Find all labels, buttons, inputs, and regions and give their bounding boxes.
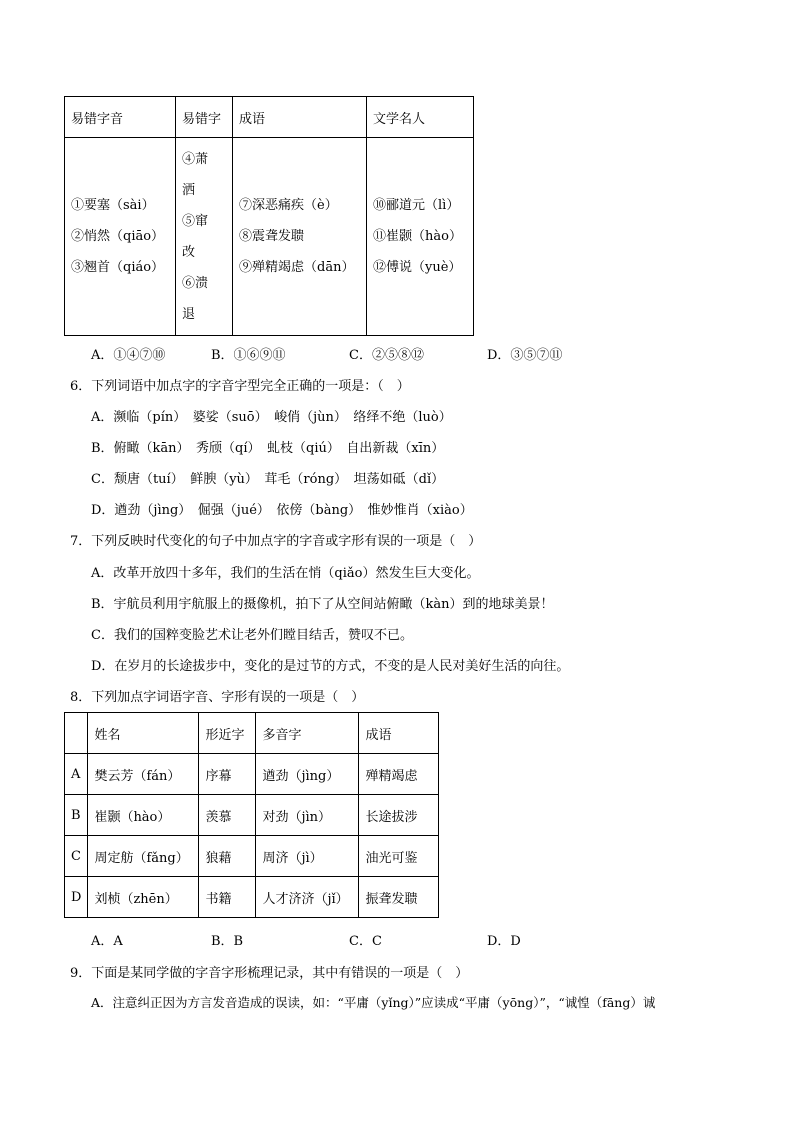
question-stem: 9．下面是某同学做的字音字形梳理记录，其中有错误的一项是（ ） (70, 966, 469, 981)
table-cell (233, 138, 367, 336)
table-cell: 周济（jì） (256, 836, 359, 877)
table-row (65, 795, 439, 836)
table-cell (65, 138, 176, 336)
answer-option: C．C (349, 934, 382, 949)
table-cell: 刘桢（zhēn） (88, 877, 199, 918)
table-header: 姓名 (88, 713, 199, 754)
answer-option: A．A (91, 934, 123, 949)
table-cell: 振聋发聩 (359, 877, 439, 918)
question-8-table (64, 712, 439, 918)
table-row (65, 754, 439, 795)
cell-line: ①要塞（sài） (71, 198, 155, 213)
answer-option: C．我们的国粹变脸艺术让老外们瞠目结舌，赞叹不已。 (91, 628, 413, 643)
cell-line: ②悄然（qiāo） (71, 229, 165, 244)
table-header: 成语 (359, 713, 439, 754)
cell-line: ⑫傅说（yuè） (373, 260, 462, 275)
table-cell: 狼藉 (199, 836, 256, 877)
answer-option: D．在岁月的长途拔步中，变化的是过节的方式，不变的是人民对美好生活的向往。 (91, 659, 570, 674)
answer-option: D．D (487, 934, 521, 949)
table-cell: C (65, 836, 88, 877)
cell-line: ⑨殚精竭虑（dān） (239, 260, 355, 275)
table-cell: 殚精竭虑 (359, 754, 439, 795)
table-row (65, 877, 439, 918)
cell-line: ⑤窜 (182, 213, 209, 229)
cell-line: ⑧震聋发聩 (239, 229, 305, 244)
table-cell: 遒劲（jìng） (256, 754, 359, 795)
table-cell: 对劲（jìn） (256, 795, 359, 836)
cell-line: 退 (182, 306, 196, 322)
cell-line: ⑦深恶痛疾（è） (239, 198, 338, 213)
question-stem: 6．下列词语中加点字的字音字型完全正确的一项是：（ ） (70, 379, 410, 394)
table-cell (176, 138, 233, 336)
answer-option: B．B (211, 934, 244, 949)
table-cell: 人才济济（jǐ） (256, 877, 359, 918)
answer-option: D．遒劲（jìng） 倔强（jué） 依傍（bàng） 惟妙惟肖（xiào） (91, 503, 473, 518)
table-header: 形近字 (199, 713, 256, 754)
answer-option: A．濒临（pín） 婆娑（suō） 峻俏（jùn） 络绎不绝（luò） (91, 410, 452, 425)
table-cell: 序幕 (199, 754, 256, 795)
cell-line: 洒 (182, 182, 196, 198)
question-stem: 8．下列加点字词语字音、字形有误的一项是（ ） (70, 690, 365, 705)
table-cell (367, 138, 474, 336)
table-header: 文学名人 (367, 97, 474, 138)
cell-line: ③翘首（qiáo） (71, 260, 165, 275)
table-header (65, 713, 88, 754)
answer-option: B．①⑥⑨⑪ (211, 348, 286, 363)
table-header: 易错字音 (65, 97, 176, 138)
answer-option: A．①④⑦⑩ (91, 348, 166, 363)
table-header: 成语 (233, 97, 367, 138)
cell-line: ⑪崔颢（hào） (373, 229, 462, 244)
answer-option: D．③⑤⑦⑪ (487, 348, 563, 363)
table-cell: 书籍 (199, 877, 256, 918)
table-cell: 羡慕 (199, 795, 256, 836)
cell-line: ⑩郦道元（lì） (373, 198, 460, 213)
table-row (65, 836, 439, 877)
answer-option: C．②⑤⑧⑫ (349, 348, 424, 363)
table-cell: 崔颢（hào） (88, 795, 199, 836)
answer-option: A．注意纠正因为方言发音造成的误读，如：“平庸（yǐng）”应读成“平庸（yōng）”，“诚惶（fāng）诚 (91, 995, 656, 1010)
table-cell: 周定舫（fǎng） (88, 836, 199, 877)
cell-line: 改 (182, 244, 196, 260)
cell-line: ⑥溃 (182, 275, 209, 291)
table-header: 多音字 (256, 713, 359, 754)
table-cell: A (65, 754, 88, 795)
answer-option: A．改革开放四十多年，我们的生活在悄（qiǎo）然发生巨大变化。 (91, 566, 480, 581)
cell-line: ④萧 (182, 151, 209, 167)
answer-option: C．颓唐（tuí） 鲜腴（yù） 茸毛（róng） 坦荡如砥（dǐ） (91, 472, 445, 487)
question-stem: 7．下列反映时代变化的句子中加点字的字音或字形有误的一项是（ ） (70, 534, 482, 549)
table-cell: 油光可鉴 (359, 836, 439, 877)
answer-option: B．宇航员利用宇航服上的摄像机，拍下了从空间站俯瞰（kàn）到的地球美景！ (91, 597, 554, 612)
table-cell: 樊云芳（fán） (88, 754, 199, 795)
table-header: 易错字 (176, 97, 233, 138)
table-cell: 长途拔涉 (359, 795, 439, 836)
vocabulary-table (64, 96, 474, 336)
table-cell: D (65, 877, 88, 918)
table-cell: B (65, 795, 88, 836)
answer-option: B．俯瞰（kān） 秀颀（qí） 虬枝（qiú） 自出新裁（xīn） (91, 441, 445, 456)
